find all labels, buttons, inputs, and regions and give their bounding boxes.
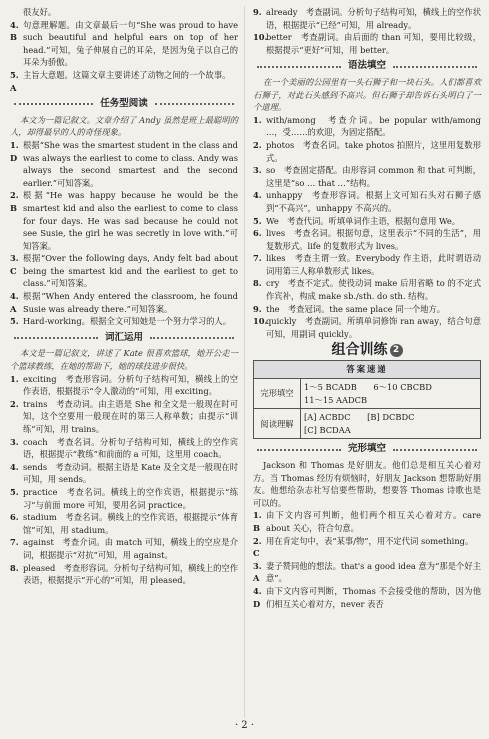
answer-item: [10, 398, 238, 436]
answer-item: [253, 277, 481, 302]
combo-title: [253, 344, 481, 357]
dotted-rule: [393, 66, 477, 68]
answer-item: [10, 511, 238, 536]
answer-item: [10, 69, 238, 94]
answer-explanation: cry 考查不定式。使役动词 make 后用省略 to 的不定式作宾补，构成 make sb./sth. do sth. 结构。: [266, 278, 481, 302]
answer-explanation: 主旨大意题。这篇文章主要讲述了动物之间的一个故事。: [23, 69, 231, 80]
column-divider: [244, 6, 245, 718]
answer-number: 3. C: [10, 253, 19, 276]
answer-number: 7.: [10, 537, 19, 548]
answer-number: 1. D: [10, 139, 19, 163]
answer-explanation: 由下文内容可判断，Thomas 不会接受他的帮助，因为他们相互关心着对方，never 表否: [266, 585, 481, 609]
answer-number: 3.: [253, 165, 262, 176]
dotted-rule: [150, 337, 234, 339]
answer-explanation: 根据“Over the following days, Andy felt bad about being the smartest kid and the earliest to get to class.”可知答案。: [23, 253, 238, 289]
section-title: 词汇运用: [105, 331, 144, 343]
right-top-list: [253, 6, 481, 56]
answer-line: [A] ACBDC [B] DCBDC: [304, 412, 415, 423]
answer-item: [10, 373, 238, 398]
section-title: 任务型阅读: [100, 98, 148, 110]
answer-number: 1.: [253, 114, 262, 125]
answer-number: 1. B: [253, 510, 262, 533]
answer-item: [10, 139, 238, 189]
answer-item: [253, 585, 481, 610]
answer-explanation: already 考查副词。分析句子结构可知，横线上的空作状语，根据提示“已经”可知，用 already。: [266, 7, 481, 30]
answer-explanation: likes 考查主谓一致。Everybody 作主语，此时谓语动词用第三人称单数形式 likes。: [266, 253, 481, 276]
page-number: · 2 ·: [234, 720, 255, 731]
answer-item: [253, 315, 481, 340]
answer-item: [253, 164, 481, 189]
task-reading-answers: [10, 139, 238, 328]
answer-explanation: 很友好。: [23, 7, 57, 17]
answer-explanation: stadium 考查名词。横线上的空作宾语，根据提示“体育馆”可知，用 stadium。: [23, 512, 238, 535]
answer-explanation: 根据“She was the smartest student in the class and was always the earliest to come to class. Andy was always the second smartest and the second earlier.”可知答案。: [23, 139, 238, 188]
answer-explanation: the 考查冠词。the same place 同一个地方。: [266, 303, 446, 314]
answer-item: [253, 189, 481, 214]
grammar-answers: [253, 114, 481, 341]
answer-item: [10, 486, 238, 511]
answer-explanation: quickly 考查副词。所填单词修饰 ran away，结合句意可知，用副词 quickly。: [266, 316, 481, 339]
answer-line: [C] BCDAA: [304, 424, 351, 435]
section-title: 完形填空: [348, 443, 387, 455]
answer-table: [253, 360, 481, 439]
dotted-rule: [393, 449, 477, 451]
answer-item: [253, 560, 481, 585]
answer-number: 2.: [10, 398, 19, 409]
answer-number: 3.: [10, 436, 19, 447]
combo-title-text: 组合训练: [331, 342, 388, 359]
section-intro: 本文为一篇记叙文。文章介绍了 Andy 虽然是班上最聪明的人，却得最早的人的奇怪现象。: [10, 114, 238, 138]
section-header-cloze: [253, 443, 481, 456]
answer-item: [253, 509, 481, 534]
answer-explanation: We 考查代词。听填单词作主语，根据句意用 We。: [266, 215, 461, 226]
answer-number: 8.: [10, 562, 19, 573]
section-title: 语法填空: [348, 60, 387, 72]
answer-number: 9.: [253, 303, 262, 314]
answer-explanation: lives 考查名词。根据句意，这里表示“不同的生活”，用复数形式。life 的复数形式为 lives。: [266, 228, 481, 251]
answer-item: [253, 31, 481, 56]
answer-number: 2.: [253, 139, 262, 150]
answer-explanation: unhappy 考查形容词。根据上文可知石头对石狮子感到“不高兴”，unhappy 不高兴的。: [266, 190, 481, 213]
answer-item: [10, 189, 238, 252]
answer-number: 4. A: [10, 291, 19, 314]
answer-number: 2. C: [253, 535, 262, 559]
answer-number: 9.: [253, 7, 262, 17]
answer-number: 4. D: [253, 585, 262, 609]
answer-number: 2. B: [10, 190, 19, 213]
answer-item: [253, 139, 481, 164]
answer-item: [10, 19, 238, 69]
answer-explanation: 句意理解题。由文章最后一句“She was proud to have such beautiful and helpful ears on top of her head.”可知，兔子伸展自己的耳朵，是因为兔子以自己的耳朵为骄傲。: [23, 19, 238, 68]
answer-item: [10, 536, 238, 561]
answer-number: 10.: [253, 316, 268, 327]
answer-item: [253, 227, 481, 252]
answer-number: 10.: [253, 32, 268, 43]
answer-explanation: better 考查副词。由后面的 than 可知，要用比较级，根据提示“更好”可知，用 better。: [266, 32, 481, 55]
answer-number: 6.: [253, 228, 262, 239]
section-header-vocabulary: [10, 332, 238, 345]
answer-item: [10, 252, 238, 290]
dotted-rule: [14, 337, 98, 339]
answer-item: [253, 6, 481, 31]
section-intro: 在一个美丽的公园里有一头石狮子和一块石头。人们都喜欢石狮子，对此石头感到不高兴。但石狮子却告诉石头明白了一个道理。: [253, 76, 481, 113]
answer-item: [253, 215, 481, 228]
dotted-rule: [14, 103, 93, 105]
answer-number: 4.: [10, 461, 19, 472]
answer-line: 1～5 BCADB 6～10 CBCBD: [304, 382, 432, 393]
answer-item: [10, 562, 238, 587]
answer-explanation: 妻子赞同他的想法。that's a good idea 意为“那是个好主意”。: [266, 560, 481, 584]
answer-explanation: trains 考查动词。由主语是 She 和全文是一般现在时可知，这个空要用一般现在时的第三人称单数；由提示“训练”可知，用 trains。: [23, 398, 238, 434]
section-header-task-reading: [10, 98, 238, 111]
answer-line: 11～15 AADCB: [304, 394, 368, 405]
answer-item: [10, 461, 238, 486]
answer-item: [10, 290, 238, 315]
answer-explanation: with/among 考查介词。be popular with/among …，受……的欢迎，为固定搭配。: [266, 114, 481, 138]
answer-item: [10, 6, 238, 19]
answer-number: 4. B: [10, 19, 19, 43]
answer-number: 5.: [10, 316, 19, 327]
combo-number-badge: 2: [390, 344, 403, 357]
answer-number: 5.: [253, 215, 262, 226]
section-intro: Jackson 和 Thomas 是好朋友。他们总是相互关心着对方。当 Thomas 经历有烦恼时，好朋友 Jackson 想帮助好朋友。他想给杂志社写信要些帮助，想要答 Thomas 诗歌也是可以的。: [253, 460, 481, 508]
answer-table-values: [301, 409, 481, 439]
dotted-rule: [257, 66, 341, 68]
answer-item: [10, 436, 238, 461]
answer-number: 7.: [253, 253, 262, 264]
answer-number: 8.: [253, 278, 262, 289]
answer-explanation: 用在肯定句中，表“某事/物”，用不定代词 something。: [266, 535, 474, 546]
left-top-list: [10, 6, 238, 94]
vocabulary-answers: [10, 373, 238, 587]
answer-number: 1.: [10, 373, 19, 384]
answer-number: 3. A: [253, 560, 262, 584]
answer-table-row: [254, 409, 481, 439]
answer-explanation: 根据“When Andy entered the classroom, he found Susie was already there.”可知答案。: [23, 291, 238, 314]
answer-table-label: 阅读理解: [254, 409, 301, 439]
answer-table-label: 完形填空: [254, 379, 301, 409]
answer-explanation: coach 考查名词。分析句子结构可知，横线上的空作宾语，根据提示“教练”和前面的 a 可知，这里用 coach。: [23, 436, 238, 460]
answer-explanation: Hard-working。根据全文可知她是一个努力学习的人。: [23, 316, 232, 327]
right-column: [253, 6, 481, 610]
answer-number: 6.: [10, 512, 19, 523]
answer-explanation: sends 考查动词。根据主语是 Kate 及全文是一般现在时可知，用 sends。: [23, 461, 238, 485]
answer-explanation: practice 考查名词。横线上的空作宾语，根据提示“练习”与前面 more 可知，要用名词 practice。: [23, 486, 238, 510]
left-column: [10, 6, 238, 587]
answer-explanation: photos 考查名词。take photos 拍照片，这里用复数形式。: [266, 139, 481, 163]
answer-item: [253, 535, 481, 560]
answer-explanation: so 考查固定搭配。由形容词 common 和 that 可判断，这里是“so … that …”结构。: [266, 165, 481, 188]
answer-item: [10, 315, 238, 328]
answer-number: 5.: [10, 486, 19, 497]
answer-explanation: 由下文内容可判断，他们两个相互关心着对方。care about 关心，符合句意。: [266, 510, 481, 533]
section-header-grammar: [253, 60, 481, 73]
answer-item: [253, 114, 481, 139]
answer-explanation: against 考查介词。由 match 可知，横线上的空应是介词，根据提示“对抗”可知，用 against。: [23, 537, 238, 560]
dotted-rule: [257, 449, 341, 451]
cloze-answers: [253, 509, 481, 610]
answer-table-values: [301, 379, 481, 409]
answer-item: [253, 252, 481, 277]
answer-explanation: exciting 考查形容词。分析句子结构可知，横线上的空作表语，根据提示“令人激动的”可知，用 exciting。: [23, 373, 238, 397]
dotted-rule: [155, 103, 234, 105]
section-intro: 本文是一篇记叙文，讲述了 Kate 很喜欢篮球，她开公走一个篮球教练，在她的帮助下，她的球技进步很快。: [10, 348, 238, 372]
answer-explanation: pleased 考查形容词。分析句子结构可知，横线上的空作表语，根据提示“开心的”可知，用 pleased。: [23, 562, 238, 586]
answer-item: [253, 303, 481, 316]
answer-number: 4.: [253, 190, 262, 201]
answer-table-header: 答案速递: [254, 361, 481, 379]
answer-table-row: [254, 379, 481, 409]
answer-explanation: 根据“He was happy because he would be the smartest kid and also the earliest to come to class for four days. He was sad because he could not see Susie, the girl he was secretly in love with.”可知答案。: [23, 190, 238, 251]
answer-number: 5. A: [10, 69, 19, 93]
